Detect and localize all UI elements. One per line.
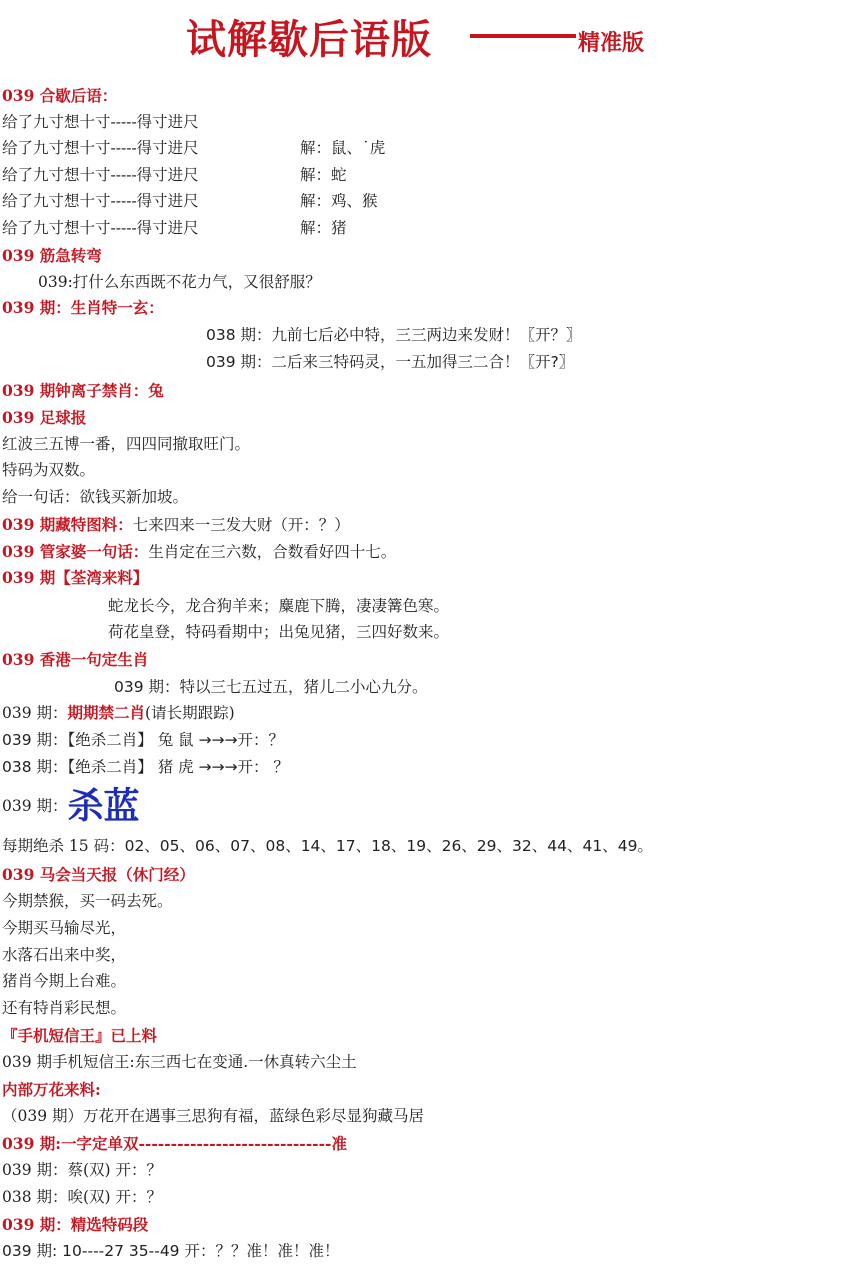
- section-label: 039 期：精选特码段: [2, 1215, 149, 1234]
- text-content: 七来四来一三发大财（开：？）: [132, 516, 350, 534]
- text-line: 还有特肖彩民想。: [2, 999, 127, 1017]
- text-line: 给一句话：欲钱买新加坡。: [2, 488, 189, 506]
- text-line: 荷花皇登，特码看期中；出兔见猪，三四好数来。: [108, 623, 450, 641]
- highlight-text: 杀蓝: [67, 785, 140, 827]
- text-line: 水落石出来中奖，: [2, 946, 127, 964]
- text-line: 今期买马输尽光，: [2, 919, 127, 937]
- section-label: 039 期藏特图料：: [2, 515, 133, 534]
- section-label: 『手机短信王』已上料: [2, 1026, 158, 1045]
- text-line: 039 期：【绝杀二肖】 兔 鼠 →→→开：？: [2, 731, 285, 749]
- text-line: 038 期：唉(双) 开：？: [2, 1188, 163, 1206]
- section-label: 039 足球报: [2, 408, 87, 427]
- note: (请长期跟踪): [145, 704, 235, 722]
- text-line: [2, 703, 235, 723]
- riddle-line: 给了九寸想十寸-----得寸进尺: [2, 219, 199, 237]
- text-line: 今期禁猴，买一码去死。: [2, 892, 173, 910]
- text-line: [2, 542, 396, 562]
- text-line: 039 期：特以三七五过五，猪儿二小心九分。: [114, 678, 428, 696]
- answer-text: 解：鸡、猴: [300, 192, 378, 210]
- answer-text: 解：鼠、˙虎: [300, 139, 386, 157]
- section-label: 039 马会当天报（休门经）: [2, 865, 195, 884]
- riddle-line: 给了九寸想十寸-----得寸进尺: [2, 166, 199, 184]
- section-label: 039 期钟离子禁肖：兔: [2, 381, 164, 400]
- text-line: 猪肖今期上台难。: [2, 972, 127, 990]
- text-content: 生肖定在三六数，合数看好四十七。: [148, 543, 397, 561]
- answer-text: 解：蛇: [300, 166, 347, 184]
- text-line: 蛇龙长今，龙合狗羊来；麋鹿下腾，凄凄篝色寒。: [108, 597, 450, 615]
- riddle-line: 给了九寸想十寸-----得寸进尺: [2, 192, 199, 210]
- section-label: 期期禁二肖: [67, 703, 146, 722]
- title-main: 试解歇后语版: [186, 16, 432, 63]
- riddle-line: 给了九寸想十寸-----得寸进尺: [2, 113, 199, 131]
- prediction-line: 038 期：九前七后必中特，三三两边来发财！〖开？〗: [206, 326, 582, 344]
- section-label: 039 期：生肖特一玄：: [2, 298, 164, 317]
- section-label: 内部万花来料:: [2, 1080, 101, 1099]
- codes-label: 每期绝杀 15 码：: [2, 837, 125, 855]
- riddle-line: 给了九寸想十寸-----得寸进尺: [2, 139, 199, 157]
- text-line: （039 期）万花开在遇事三思狗有福，蓝绿色彩尽显狗藏马居: [2, 1107, 425, 1125]
- text-line: [2, 786, 140, 833]
- text-line: [2, 836, 653, 856]
- section-label: 039 香港一句定生肖: [2, 650, 149, 669]
- section-label: 039 期【荃湾来料】: [2, 568, 149, 587]
- text-line: [2, 515, 350, 535]
- issue-prefix: 039 期：: [2, 797, 68, 815]
- text-line: 039 期：蔡(双) 开：？: [2, 1161, 163, 1179]
- section-label: 039 合歇后语：: [2, 86, 118, 105]
- text-line: 039 期手机短信王:东三西七在变通.一休真转六尘土: [2, 1053, 357, 1071]
- issue-prefix: 039 期：: [2, 704, 68, 722]
- text-line: 039 期: 10----27 35--49 开：？？准！准！准！: [2, 1242, 340, 1260]
- section-label: 039 期:一字定单双------------------------------准: [2, 1134, 347, 1153]
- text-line: 特码为双数。: [2, 461, 96, 479]
- text-line: 038 期：【绝杀二肖】 猪 虎 →→→开： ？: [2, 758, 289, 776]
- codes-list: 02、05、06、07、08、14、17、18、19、26、29、32、44、41、49。: [124, 837, 653, 855]
- title-subtitle: 精准版: [578, 30, 645, 56]
- riddle-question: 039:打什么东西既不花力气，又很舒服？: [38, 273, 321, 291]
- answer-text: 解：猪: [300, 219, 347, 237]
- prediction-line: 039 期：二后来三特码灵，一五加得三二合！〖开?〗: [206, 353, 575, 371]
- section-label: 039 管家婆一句话：: [2, 542, 149, 561]
- section-label: 039 筋急转弯: [2, 246, 102, 265]
- title-dash-divider: [470, 34, 576, 38]
- text-line: 红波三五博一番，四四同撤取旺门。: [2, 435, 251, 453]
